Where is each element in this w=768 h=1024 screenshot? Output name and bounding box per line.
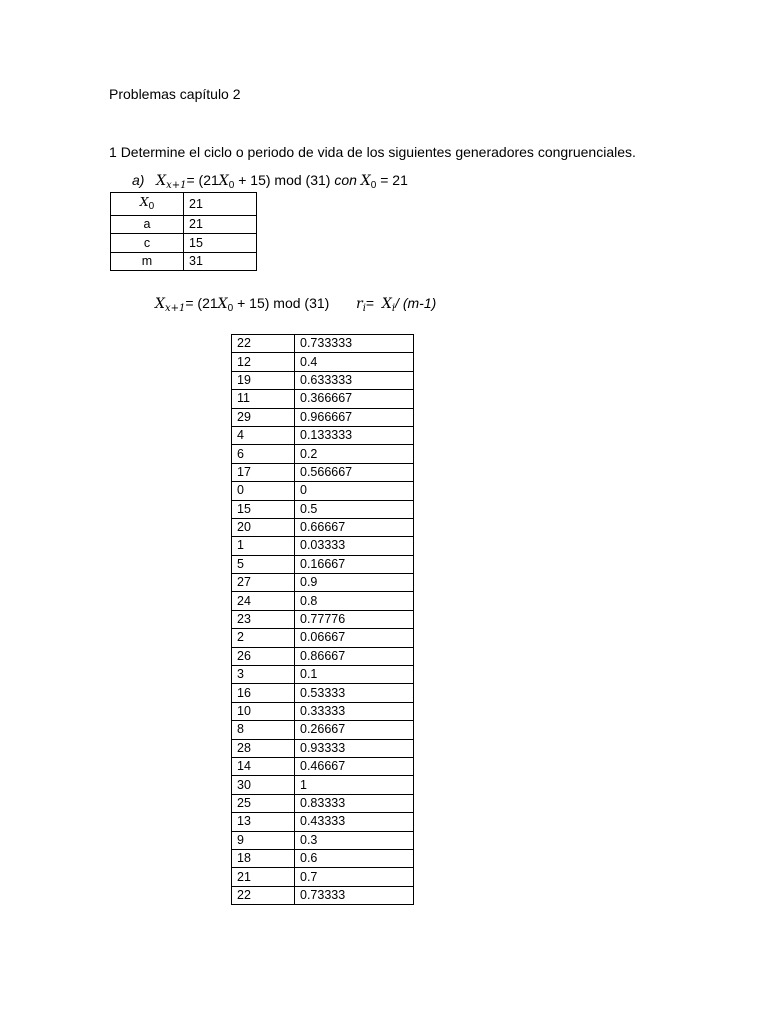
x-value-cell: 13 xyxy=(232,813,295,831)
r-value-cell: 0.133333 xyxy=(295,426,414,444)
problem-statement xyxy=(109,144,636,160)
equation-part-a xyxy=(132,172,408,191)
r-value-cell: 0 xyxy=(295,482,414,500)
table-row xyxy=(232,739,414,757)
eq-x0: X xyxy=(218,173,229,189)
x-value-cell: 6 xyxy=(232,445,295,463)
x-value-cell: 21 xyxy=(232,868,295,886)
table-row xyxy=(232,831,414,849)
table-row xyxy=(232,482,414,500)
parameters-table xyxy=(110,192,257,271)
r-value-cell: 0.93333 xyxy=(295,739,414,757)
r-value-cell: 0.03333 xyxy=(295,537,414,555)
table-row xyxy=(232,629,414,647)
x-value-cell: 4 xyxy=(232,426,295,444)
table-row xyxy=(232,647,414,665)
table-row xyxy=(232,592,414,610)
r-value-cell: 0.26667 xyxy=(295,721,414,739)
x-value-cell: 25 xyxy=(232,794,295,812)
eq2-x0: X xyxy=(217,296,228,312)
lhs-var: X xyxy=(155,296,165,312)
eq2-rest: + 15) mod (31) xyxy=(233,295,330,311)
ri-x-sub: i xyxy=(391,303,396,314)
r-value-cell: 0.8 xyxy=(295,592,414,610)
table-row xyxy=(232,426,414,444)
param-key-sub: 0 xyxy=(148,201,155,212)
part-label: a) xyxy=(132,172,145,188)
x-value-cell: 23 xyxy=(232,610,295,628)
x-value-cell: 20 xyxy=(232,518,295,536)
table-row xyxy=(232,702,414,720)
table-row xyxy=(232,555,414,573)
x-value-cell: 3 xyxy=(232,666,295,684)
ri-x: X xyxy=(381,296,392,312)
x-value-cell: 17 xyxy=(232,463,295,481)
r-value-cell: 0.46667 xyxy=(295,757,414,775)
r-value-cell: 0.1 xyxy=(295,666,414,684)
x-value-cell: 14 xyxy=(232,757,295,775)
r-value-cell: 0.73333 xyxy=(295,886,414,904)
x-value-cell: 8 xyxy=(232,721,295,739)
r-value-cell: 0.9 xyxy=(295,574,414,592)
x-value-cell: 26 xyxy=(232,647,295,665)
r-value-cell: 0.43333 xyxy=(295,813,414,831)
x-value-cell: 29 xyxy=(232,408,295,426)
ri-r-sub: i xyxy=(362,303,366,314)
table-row xyxy=(232,666,414,684)
r-value-cell: 0.7 xyxy=(295,868,414,886)
table-row xyxy=(232,886,414,904)
page-title: Problemas capítulo 2 xyxy=(109,86,241,102)
x-value-cell: 28 xyxy=(232,739,295,757)
x-value-cell: 12 xyxy=(232,353,295,371)
r-value-cell: 0.566667 xyxy=(295,463,414,481)
r-value-cell: 0.366667 xyxy=(295,390,414,408)
param-row xyxy=(111,252,257,270)
table-row xyxy=(232,610,414,628)
x-value-cell: 5 xyxy=(232,555,295,573)
problem-number: 1 xyxy=(109,144,117,160)
seed-val: = 21 xyxy=(376,172,408,188)
eq-sub: x+1 xyxy=(166,180,187,191)
x-value-cell: 18 xyxy=(232,849,295,867)
r-value-cell: 0.33333 xyxy=(295,702,414,720)
param-row xyxy=(111,216,257,234)
table-row xyxy=(232,868,414,886)
param-row xyxy=(111,193,257,216)
table-row xyxy=(232,537,414,555)
eq2-x0-sub: 0 xyxy=(227,303,234,314)
param-value: 15 xyxy=(184,234,257,252)
r-value-cell: 0.53333 xyxy=(295,684,414,702)
eq-var: X xyxy=(156,173,167,189)
x-value-cell: 16 xyxy=(232,684,295,702)
r-value-cell: 0.06667 xyxy=(295,629,414,647)
r-value-cell: 0.16667 xyxy=(295,555,414,573)
r-value-cell: 0.4 xyxy=(295,353,414,371)
r-value-cell: 0.77776 xyxy=(295,610,414,628)
table-row xyxy=(232,849,414,867)
table-row xyxy=(232,353,414,371)
table-row xyxy=(232,776,414,794)
x-value-cell: 27 xyxy=(232,574,295,592)
recurrence-equation xyxy=(155,295,329,314)
table-row xyxy=(232,408,414,426)
r-value-cell: 0.2 xyxy=(295,445,414,463)
r-value-cell: 0.6 xyxy=(295,849,414,867)
eq-x0-sub: 0 xyxy=(228,180,235,191)
table-row xyxy=(232,445,414,463)
param-value: 21 xyxy=(184,216,257,234)
eq-rest: + 15) mod (31) xyxy=(234,172,335,188)
eq-mid: = (21 xyxy=(186,172,219,188)
seed-sub: 0 xyxy=(370,180,377,191)
r-value-cell: 0.733333 xyxy=(295,335,414,353)
table-row xyxy=(232,463,414,481)
r-value-cell: 0.66667 xyxy=(295,518,414,536)
x-value-cell: 2 xyxy=(232,629,295,647)
values-table xyxy=(231,334,414,905)
seed-var: X xyxy=(360,173,371,189)
table-row xyxy=(232,813,414,831)
r-value-cell: 0.633333 xyxy=(295,371,414,389)
ri-formula xyxy=(356,295,436,314)
param-value: 31 xyxy=(184,252,257,270)
r-value-cell: 0.83333 xyxy=(295,794,414,812)
lhs-sub: x+1 xyxy=(164,303,186,314)
param-key: c xyxy=(111,234,184,252)
table-row xyxy=(232,335,414,353)
table-row xyxy=(232,794,414,812)
r-value-cell: 0.86667 xyxy=(295,647,414,665)
param-value: 21 xyxy=(184,193,257,216)
x-value-cell: 15 xyxy=(232,500,295,518)
param-row xyxy=(111,234,257,252)
table-row xyxy=(232,721,414,739)
r-value-cell: 0.5 xyxy=(295,500,414,518)
table-row xyxy=(232,574,414,592)
r-value-cell: 0.966667 xyxy=(295,408,414,426)
x-value-cell: 0 xyxy=(232,482,295,500)
x-value-cell: 22 xyxy=(232,886,295,904)
param-key xyxy=(111,193,184,216)
x-value-cell: 9 xyxy=(232,831,295,849)
ri-tail: / (m-1) xyxy=(395,295,437,311)
x-value-cell: 19 xyxy=(232,371,295,389)
ri-eq: = xyxy=(365,295,378,311)
x-value-cell: 10 xyxy=(232,702,295,720)
eq-con: con xyxy=(334,172,357,188)
x-value-cell: 30 xyxy=(232,776,295,794)
param-key: a xyxy=(111,216,184,234)
r-value-cell: 0.3 xyxy=(295,831,414,849)
x-value-cell: 22 xyxy=(232,335,295,353)
table-row xyxy=(232,390,414,408)
ri-r: r xyxy=(356,296,363,312)
table-row xyxy=(232,684,414,702)
param-key-var: X xyxy=(139,194,149,209)
eq2-mid: = (21 xyxy=(185,295,218,311)
table-row xyxy=(232,518,414,536)
x-value-cell: 24 xyxy=(232,592,295,610)
table-row xyxy=(232,371,414,389)
table-row xyxy=(232,757,414,775)
table-row xyxy=(232,500,414,518)
x-value-cell: 11 xyxy=(232,390,295,408)
r-value-cell: 1 xyxy=(295,776,414,794)
x-value-cell: 1 xyxy=(232,537,295,555)
problem-text: Determine el ciclo o periodo de vida de los siguientes generadores congruenciales. xyxy=(120,144,636,160)
param-key: m xyxy=(111,252,184,270)
